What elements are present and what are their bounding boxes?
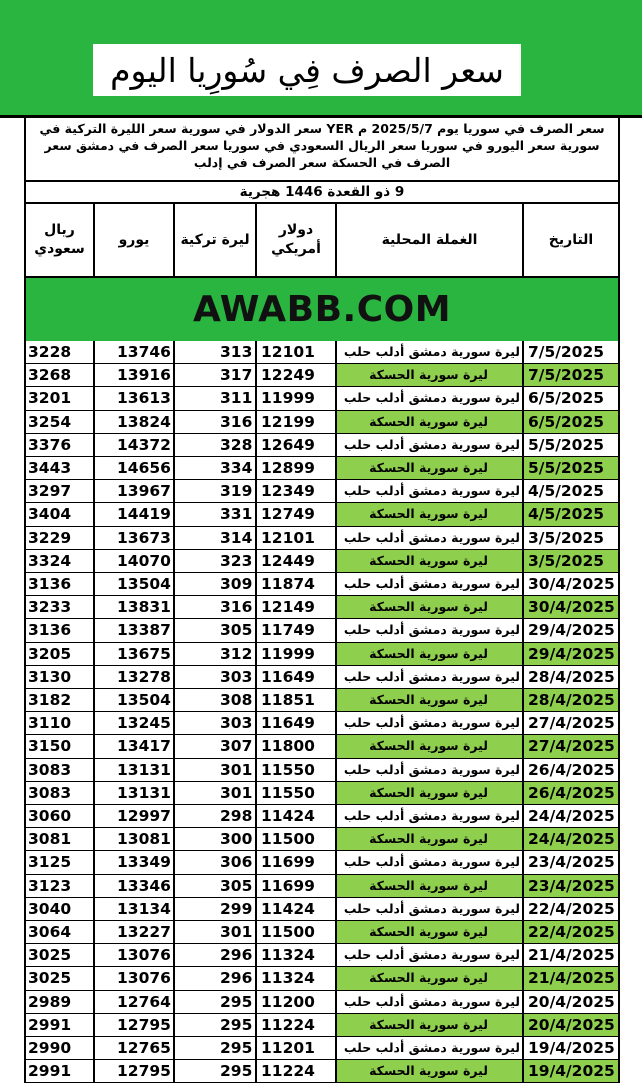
cell-currency: ليرة سورية الحسكة [335, 457, 522, 480]
cell-currency: ليرة سورية دمشق أدلب حلب [335, 712, 522, 735]
cell-currency: ليرة سورية دمشق أدلب حلب [335, 573, 522, 596]
cell-try: 311 [173, 387, 255, 410]
cell-date: 23/4/2025 [522, 875, 620, 898]
cell-currency: ليرة سورية الحسكة [335, 875, 522, 898]
cell-usd: 11424 [255, 805, 335, 828]
cell-currency: ليرة سورية دمشق أدلب حلب [335, 666, 522, 689]
cell-date: 20/4/2025 [522, 1014, 620, 1037]
table-row [24, 921, 620, 944]
table-row [24, 411, 620, 434]
table-row [24, 643, 620, 666]
cell-try: 303 [173, 712, 255, 735]
cell-eur: 13831 [93, 596, 173, 619]
cell-sar: 3254 [24, 411, 93, 434]
rates-table [24, 341, 620, 1080]
cell-date: 7/5/2025 [522, 364, 620, 387]
table-row [24, 875, 620, 898]
cell-eur: 13387 [93, 619, 173, 642]
cell-sar: 2989 [24, 991, 93, 1014]
cell-try: 305 [173, 875, 255, 898]
cell-currency: ليرة سورية دمشق أدلب حلب [335, 341, 522, 364]
cell-usd: 11200 [255, 991, 335, 1014]
table-row [24, 967, 620, 990]
cell-usd: 11749 [255, 619, 335, 642]
cell-eur: 13673 [93, 527, 173, 550]
header-sar: ريال سعودي [24, 204, 93, 278]
cell-try: 306 [173, 851, 255, 874]
cell-usd: 11201 [255, 1037, 335, 1060]
cell-usd: 12899 [255, 457, 335, 480]
cell-sar: 3125 [24, 851, 93, 874]
cell-currency: ليرة سورية دمشق أدلب حلب [335, 434, 522, 457]
cell-date: 4/5/2025 [522, 503, 620, 526]
cell-sar: 3268 [24, 364, 93, 387]
cell-try: 314 [173, 527, 255, 550]
cell-date: 30/4/2025 [522, 596, 620, 619]
cell-date: 26/4/2025 [522, 759, 620, 782]
table-row [24, 480, 620, 503]
cell-currency: ليرة سورية الحسكة [335, 364, 522, 387]
cell-try: 298 [173, 805, 255, 828]
cell-usd: 11874 [255, 573, 335, 596]
cell-date: 21/4/2025 [522, 967, 620, 990]
cell-try: 316 [173, 411, 255, 434]
table-header [24, 204, 620, 278]
cell-usd: 12249 [255, 364, 335, 387]
table-row [24, 735, 620, 758]
cell-eur: 13613 [93, 387, 173, 410]
cell-try: 305 [173, 619, 255, 642]
cell-date: 19/4/2025 [522, 1037, 620, 1060]
title-box [93, 44, 521, 96]
cell-eur: 13417 [93, 735, 173, 758]
cell-try: 296 [173, 967, 255, 990]
table-row [24, 898, 620, 921]
cell-date: 27/4/2025 [522, 735, 620, 758]
cell-date: 26/4/2025 [522, 782, 620, 805]
cell-usd: 11550 [255, 759, 335, 782]
cell-sar: 3297 [24, 480, 93, 503]
cell-eur: 12764 [93, 991, 173, 1014]
cell-eur: 13227 [93, 921, 173, 944]
cell-sar: 3205 [24, 643, 93, 666]
cell-usd: 11851 [255, 689, 335, 712]
cell-usd: 11699 [255, 875, 335, 898]
cell-currency: ليرة سورية دمشق أدلب حلب [335, 805, 522, 828]
cell-date: 7/5/2025 [522, 341, 620, 364]
hijri-date: 9 ذو القعدة 1446 هجرية [24, 180, 620, 204]
cell-eur: 13131 [93, 759, 173, 782]
cell-try: 331 [173, 503, 255, 526]
cell-eur: 13675 [93, 643, 173, 666]
cell-eur: 13824 [93, 411, 173, 434]
cell-currency: ليرة سورية دمشق أدلب حلب [335, 898, 522, 921]
cell-date: 27/4/2025 [522, 712, 620, 735]
cell-sar: 3081 [24, 828, 93, 851]
cell-date: 3/5/2025 [522, 527, 620, 550]
cell-eur: 14419 [93, 503, 173, 526]
cell-eur: 12997 [93, 805, 173, 828]
cell-eur: 13504 [93, 573, 173, 596]
cell-currency: ليرة سورية دمشق أدلب حلب [335, 944, 522, 967]
cell-try: 300 [173, 828, 255, 851]
cell-sar: 3083 [24, 759, 93, 782]
header-date: التاريخ [522, 204, 620, 278]
cell-sar: 3233 [24, 596, 93, 619]
cell-sar: 3182 [24, 689, 93, 712]
cell-eur: 13504 [93, 689, 173, 712]
cell-date: 3/5/2025 [522, 550, 620, 573]
table-row [24, 666, 620, 689]
cell-usd: 11224 [255, 1060, 335, 1083]
cell-sar: 3229 [24, 527, 93, 550]
cell-eur: 14656 [93, 457, 173, 480]
cell-usd: 12749 [255, 503, 335, 526]
cell-usd: 11649 [255, 712, 335, 735]
cell-usd: 12149 [255, 596, 335, 619]
cell-usd: 12649 [255, 434, 335, 457]
table-row [24, 457, 620, 480]
website-name: AWABB.COM [192, 289, 452, 330]
cell-date: 29/4/2025 [522, 643, 620, 666]
cell-date: 6/5/2025 [522, 411, 620, 434]
cell-date: 24/4/2025 [522, 828, 620, 851]
cell-sar: 3136 [24, 573, 93, 596]
website-banner [24, 278, 620, 341]
cell-eur: 13349 [93, 851, 173, 874]
table-row [24, 759, 620, 782]
cell-try: 308 [173, 689, 255, 712]
cell-date: 6/5/2025 [522, 387, 620, 410]
table-row [24, 689, 620, 712]
cell-currency: ليرة سورية الحسكة [335, 550, 522, 573]
cell-try: 295 [173, 1014, 255, 1037]
cell-eur: 13967 [93, 480, 173, 503]
cell-currency: ليرة سورية دمشق أدلب حلب [335, 759, 522, 782]
cell-usd: 12199 [255, 411, 335, 434]
cell-date: 20/4/2025 [522, 991, 620, 1014]
cell-currency: ليرة سورية دمشق أدلب حلب [335, 619, 522, 642]
cell-usd: 12349 [255, 480, 335, 503]
cell-date: 28/4/2025 [522, 689, 620, 712]
cell-date: 23/4/2025 [522, 851, 620, 874]
header-eur: يورو [93, 204, 173, 278]
cell-eur: 13076 [93, 944, 173, 967]
cell-try: 316 [173, 596, 255, 619]
cell-usd: 12449 [255, 550, 335, 573]
cell-sar: 3083 [24, 782, 93, 805]
cell-currency: ليرة سورية الحسكة [335, 921, 522, 944]
cell-sar: 3060 [24, 805, 93, 828]
cell-sar: 3040 [24, 898, 93, 921]
table-row [24, 341, 620, 364]
cell-sar: 3228 [24, 341, 93, 364]
cell-usd: 11500 [255, 921, 335, 944]
cell-eur: 13131 [93, 782, 173, 805]
cell-try: 299 [173, 898, 255, 921]
cell-try: 312 [173, 643, 255, 666]
cell-usd: 11800 [255, 735, 335, 758]
cell-currency: ليرة سورية الحسكة [335, 503, 522, 526]
cell-usd: 11550 [255, 782, 335, 805]
table-row [24, 782, 620, 805]
table-row [24, 619, 620, 642]
table-row [24, 503, 620, 526]
cell-try: 295 [173, 1037, 255, 1060]
table-row [24, 991, 620, 1014]
cell-usd: 11224 [255, 1014, 335, 1037]
cell-date: 5/5/2025 [522, 434, 620, 457]
cell-date: 30/4/2025 [522, 573, 620, 596]
cell-sar: 2990 [24, 1037, 93, 1060]
table-row [24, 1014, 620, 1037]
cell-currency: ليرة سورية الحسكة [335, 689, 522, 712]
table-row [24, 828, 620, 851]
description-text: سعر الصرف في سوريا يوم 2025/5/7 م YER سعر الدولار في سورية سعر الليرة التركية في سورية سعر اليورو في سوريا سعر الريال السعودي في سوريا سعر الصرف في دمشق سعر الصرف في الحسكة سعر الصرف في إدلب [24, 118, 620, 180]
cell-try: 317 [173, 364, 255, 387]
cell-usd: 11324 [255, 967, 335, 990]
cell-sar: 3376 [24, 434, 93, 457]
header-local-currency: الغملة المحلية [335, 204, 522, 278]
page-title: سعر الصرف فِي سُورِيا اليوم [110, 50, 504, 90]
cell-sar: 3123 [24, 875, 93, 898]
table-row [24, 434, 620, 457]
cell-eur: 12795 [93, 1014, 173, 1037]
cell-eur: 13245 [93, 712, 173, 735]
cell-try: 301 [173, 759, 255, 782]
cell-try: 309 [173, 573, 255, 596]
cell-date: 4/5/2025 [522, 480, 620, 503]
cell-usd: 11324 [255, 944, 335, 967]
cell-try: 323 [173, 550, 255, 573]
table-row [24, 364, 620, 387]
cell-currency: ليرة سورية الحسكة [335, 967, 522, 990]
cell-currency: ليرة سورية دمشق أدلب حلب [335, 1037, 522, 1060]
cell-try: 295 [173, 1060, 255, 1083]
cell-usd: 11500 [255, 828, 335, 851]
cell-currency: ليرة سورية الحسكة [335, 411, 522, 434]
cell-date: 21/4/2025 [522, 944, 620, 967]
cell-usd: 12101 [255, 341, 335, 364]
cell-eur: 12795 [93, 1060, 173, 1083]
cell-usd: 11699 [255, 851, 335, 874]
table-row [24, 573, 620, 596]
cell-try: 301 [173, 921, 255, 944]
cell-try: 328 [173, 434, 255, 457]
cell-eur: 13746 [93, 341, 173, 364]
cell-date: 5/5/2025 [522, 457, 620, 480]
cell-date: 29/4/2025 [522, 619, 620, 642]
table-row [24, 1037, 620, 1060]
header-usd: دولار أمريكي [255, 204, 335, 278]
cell-sar: 3130 [24, 666, 93, 689]
cell-currency: ليرة سورية دمشق أدلب حلب [335, 527, 522, 550]
cell-sar: 3136 [24, 619, 93, 642]
cell-eur: 13346 [93, 875, 173, 898]
cell-try: 319 [173, 480, 255, 503]
cell-currency: ليرة سورية دمشق أدلب حلب [335, 991, 522, 1014]
cell-currency: ليرة سورية الحسكة [335, 1060, 522, 1083]
table-row [24, 527, 620, 550]
header-try: ليرة تركية [173, 204, 255, 278]
cell-sar: 3150 [24, 735, 93, 758]
cell-eur: 13076 [93, 967, 173, 990]
cell-date: 28/4/2025 [522, 666, 620, 689]
cell-sar: 2991 [24, 1014, 93, 1037]
table-row [24, 805, 620, 828]
cell-try: 303 [173, 666, 255, 689]
cell-usd: 11999 [255, 643, 335, 666]
cell-eur: 14372 [93, 434, 173, 457]
cell-sar: 3201 [24, 387, 93, 410]
cell-sar: 3443 [24, 457, 93, 480]
cell-currency: ليرة سورية الحسكة [335, 1014, 522, 1037]
cell-sar: 3324 [24, 550, 93, 573]
cell-usd: 11649 [255, 666, 335, 689]
cell-currency: ليرة سورية الحسكة [335, 735, 522, 758]
cell-eur: 13134 [93, 898, 173, 921]
cell-eur: 13916 [93, 364, 173, 387]
cell-currency: ليرة سورية الحسكة [335, 828, 522, 851]
table-row [24, 387, 620, 410]
table-row [24, 851, 620, 874]
cell-try: 313 [173, 341, 255, 364]
table-row [24, 550, 620, 573]
cell-sar: 3025 [24, 944, 93, 967]
cell-try: 334 [173, 457, 255, 480]
cell-currency: ليرة سورية الحسكة [335, 643, 522, 666]
cell-sar: 2991 [24, 1060, 93, 1083]
cell-date: 22/4/2025 [522, 898, 620, 921]
cell-sar: 3110 [24, 712, 93, 735]
cell-try: 307 [173, 735, 255, 758]
title-banner [0, 0, 642, 118]
cell-try: 301 [173, 782, 255, 805]
table-row [24, 596, 620, 619]
cell-eur: 13081 [93, 828, 173, 851]
cell-date: 24/4/2025 [522, 805, 620, 828]
cell-usd: 11999 [255, 387, 335, 410]
cell-currency: ليرة سورية الحسكة [335, 782, 522, 805]
cell-currency: ليرة سورية دمشق أدلب حلب [335, 480, 522, 503]
table-row [24, 944, 620, 967]
cell-currency: ليرة سورية دمشق أدلب حلب [335, 851, 522, 874]
cell-sar: 3064 [24, 921, 93, 944]
cell-eur: 14070 [93, 550, 173, 573]
cell-sar: 3404 [24, 503, 93, 526]
cell-currency: ليرة سورية الحسكة [335, 596, 522, 619]
cell-usd: 11424 [255, 898, 335, 921]
cell-usd: 12101 [255, 527, 335, 550]
cell-eur: 13278 [93, 666, 173, 689]
cell-sar: 3025 [24, 967, 93, 990]
cell-currency: ليرة سورية دمشق أدلب حلب [335, 387, 522, 410]
cell-try: 295 [173, 991, 255, 1014]
cell-date: 19/4/2025 [522, 1060, 620, 1083]
cell-date: 22/4/2025 [522, 921, 620, 944]
cell-eur: 12765 [93, 1037, 173, 1060]
cell-try: 296 [173, 944, 255, 967]
table-row [24, 712, 620, 735]
